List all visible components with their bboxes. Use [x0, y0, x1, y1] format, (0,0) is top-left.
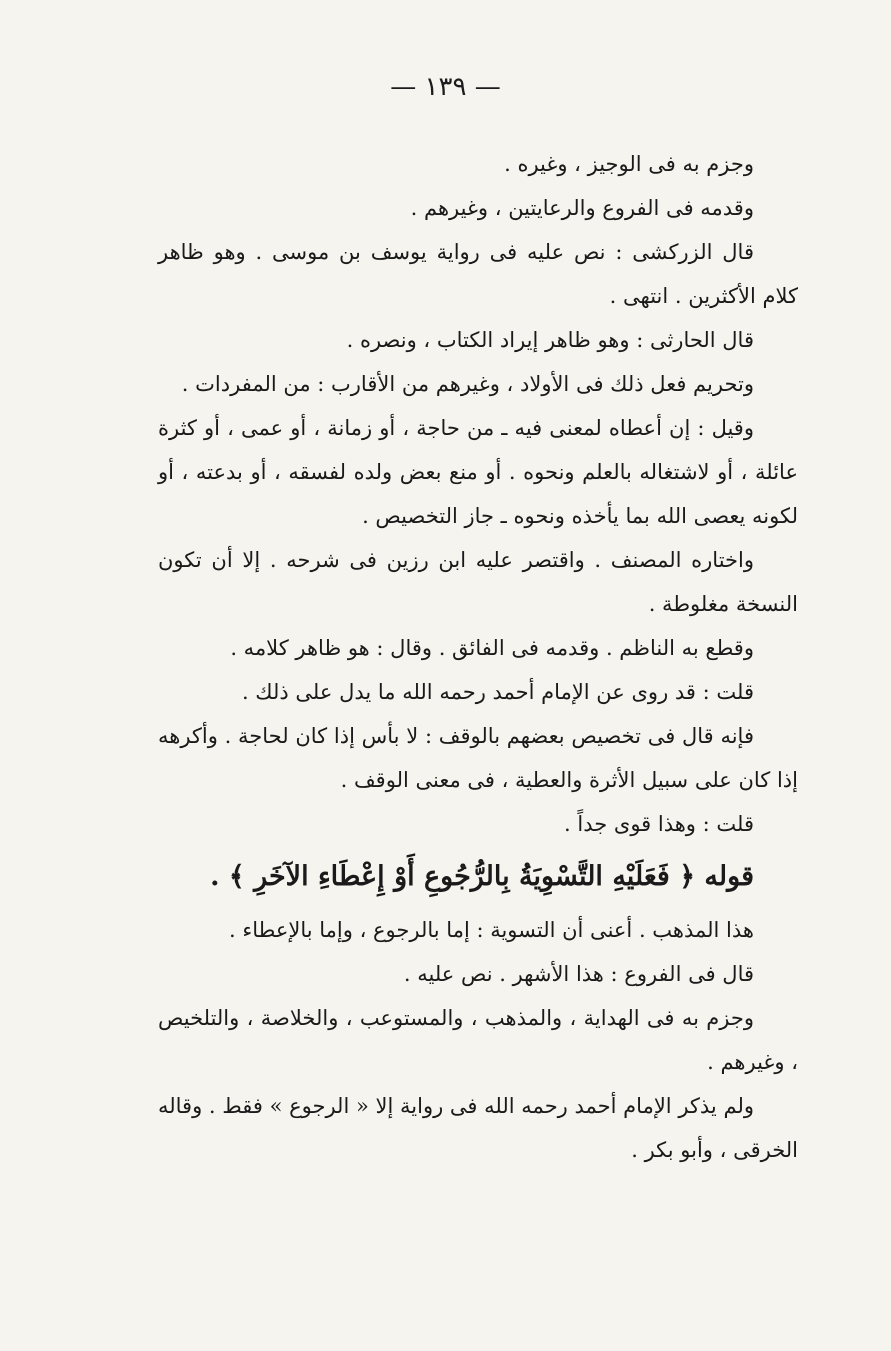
quran-verse-heading: قوله ﴿ فَعَلَيْهِ التَّسْوِيَةُ بِالرُّجُوعِ أَوْ إِعْطَاءِ الآخَرِ ﴾ . — [210, 861, 754, 892]
paragraph: قلت : قد روى عن الإمام أحمد رحمه الله ما يدل على ذلك . — [241, 680, 754, 704]
page-body-text — [158, 142, 798, 1172]
paragraph: هذا المذهب . أعنى أن التسوية : إما بالرجوع ، وإما بالإعطاء . — [229, 918, 754, 942]
paragraph: قال فى الفروع : هذا الأشهر . نص عليه . — [403, 962, 754, 986]
page-number: — ١٣٩ — — [390, 72, 501, 102]
paragraph: وجزم به فى الهداية ، والمذهب ، والمستوعب ، والخلاصة ، والتلخيص ، وغيرهم . — [158, 1006, 798, 1074]
paragraph: ولم يذكر الإمام أحمد رحمه الله فى رواية إلا « الرجوع » فقط . وقاله الخرقى ، وأبو بكر . — [158, 1094, 798, 1162]
paragraph: قال الزركشى : نص عليه فى رواية يوسف بن موسى . وهو ظاهر كلام الأكثرين . انتهى . — [158, 240, 798, 308]
paragraph: وقيل : إن أعطاه لمعنى فيه ـ من حاجة ، أو زمانة ، أو عمى ، أو كثرة عائلة ، أو لاشتغاله بالعلم ونحوه . أو منع بعض ولده لفسقه ، أو بدعته ، أو لكونه يعصى الله بما يأخذه ونحوه ـ جاز التخصيص . — [158, 416, 798, 528]
paragraph: فإنه قال فى تخصيص بعضهم بالوقف : لا بأس إذا كان لحاجة . وأكرهه إذا كان على سبيل الأثرة والعطية ، فى معنى الوقف . — [158, 724, 798, 792]
paragraph: واختاره المصنف . واقتصر عليه ابن رزين فى شرحه . إلا أن تكون النسخة مغلوطة . — [158, 548, 798, 616]
paragraph: قلت : وهذا قوى جداً . — [564, 812, 754, 836]
paragraph: وتحريم فعل ذلك فى الأولاد ، وغيرهم من الأقارب : من المفردات . — [181, 372, 754, 396]
paragraph: وجزم به فى الوجيز ، وغيره . — [504, 152, 754, 176]
paragraph: وقدمه فى الفروع والرعايتين ، وغيرهم . — [410, 196, 754, 220]
paragraph: قال الحارثى : وهو ظاهر إيراد الكتاب ، ونصره . — [346, 328, 754, 352]
paragraph: وقطع به الناظم . وقدمه فى الفائق . وقال : هو ظاهر كلامه . — [230, 636, 754, 660]
